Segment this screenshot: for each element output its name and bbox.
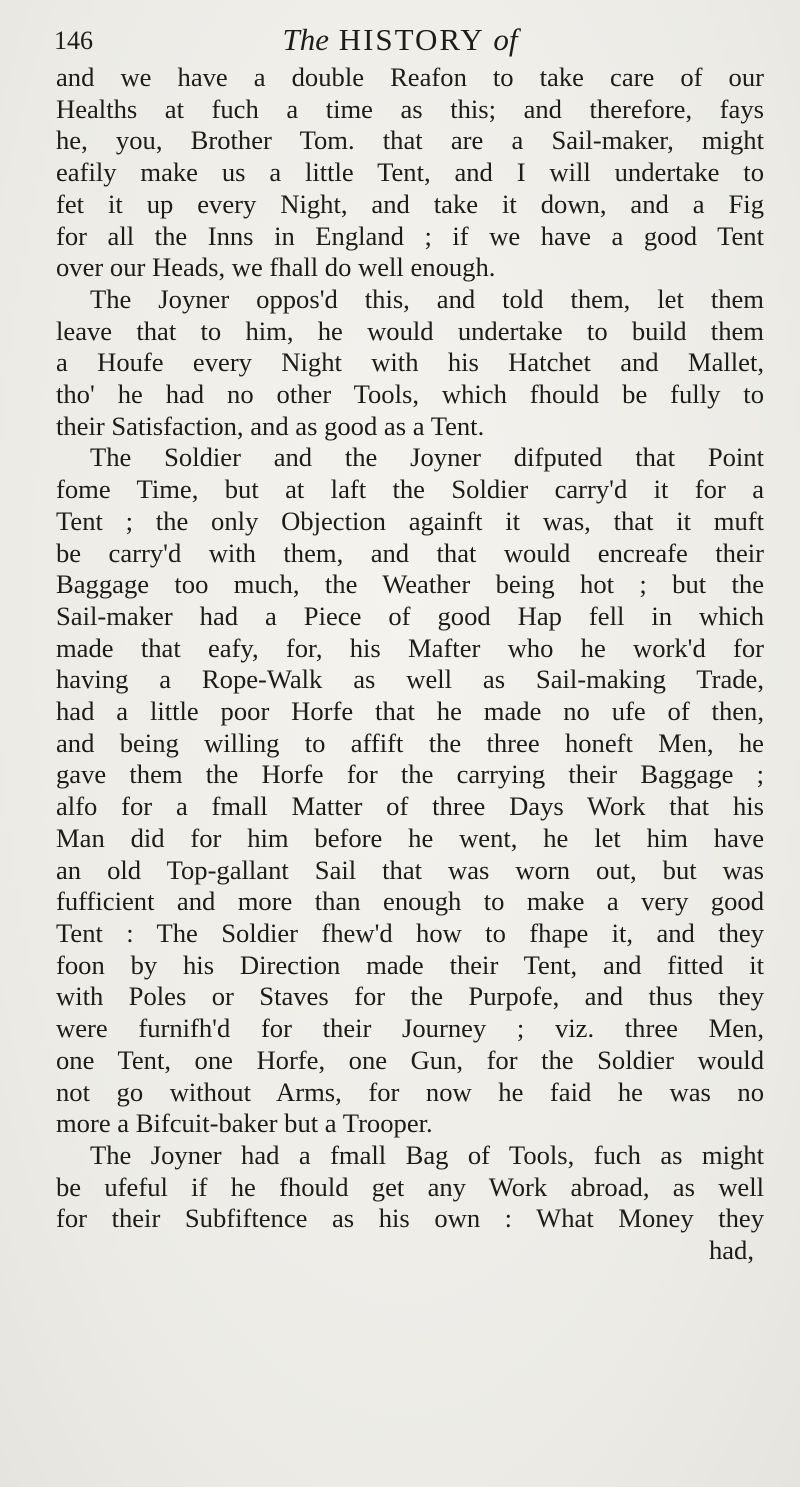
text-line: tho' he had no other Tools, which fhould be fully to	[56, 379, 764, 410]
text-line: an old Top-gallant Sail that was worn out, but was	[56, 854, 764, 885]
text-line: fome Time, but at laft the Soldier carry'd it for a	[56, 474, 764, 505]
catchword: had,	[708, 1235, 754, 1266]
text-line: Baggage too much, the Weather being hot ; but the	[56, 569, 764, 600]
text-line: The Joyner oppos'd this, and told them, let them	[90, 283, 764, 314]
running-head	[0, 22, 800, 58]
text-line: fufficient and more than enough to make a very good	[56, 886, 764, 917]
text-line: fet it up every Night, and take it down, and a Fig	[56, 188, 764, 219]
text-line: Sail-maker had a Piece of good Hap fell in which	[56, 600, 764, 631]
text-line: be carry'd with them, and that would encreafe their	[56, 537, 764, 568]
text-line: with Poles or Staves for the Purpofe, and thus they	[56, 981, 764, 1012]
running-head-history: HISTORY	[338, 22, 484, 57]
text-line: for all the Inns in England ; if we have a good Tent	[56, 220, 764, 251]
text-line: and we have a double Reafon to take care of our	[56, 62, 764, 92]
body-text	[56, 62, 764, 1267]
running-head-of: of	[493, 22, 518, 57]
page-header	[0, 18, 800, 68]
text-line: over our Heads, we fhall do well enough.	[56, 252, 496, 283]
text-line: had a little poor Horfe that he made no ufe of then,	[56, 696, 764, 727]
text-line: be ufeful if he fhould get any Work abroad, as well	[56, 1171, 764, 1202]
text-line: leave that to him, he would undertake to build them	[56, 315, 764, 346]
text-line: not go without Arms, for now he faid he was no	[56, 1076, 764, 1107]
text-line: alfo for a fmall Matter of three Days Work that his	[56, 791, 764, 822]
text-line: Healths at fuch a time as this; and therefore, fays	[56, 93, 764, 124]
text-line: made that eafy, for, his Mafter who he work'd for	[56, 632, 764, 663]
text-line: were furnifh'd for their Journey ; viz. three Men,	[56, 1013, 764, 1044]
text-line: and being willing to affift the three honeft Men, he	[56, 727, 764, 758]
text-line: eafily make us a little Tent, and I will undertake to	[56, 157, 764, 188]
text-line: The Joyner had a fmall Bag of Tools, fuch as might	[90, 1139, 764, 1170]
text-line: having a Rope-Walk as well as Sail-making Trade,	[56, 664, 764, 695]
text-line: Tent : The Soldier fhew'd how to fhape it, and they	[56, 917, 764, 948]
text-line: Man did for him before he went, he let him have	[56, 822, 764, 853]
running-head-the: The	[282, 22, 329, 57]
text-line: their Satisfaction, and as good as a Tent.	[56, 410, 485, 441]
text-line: a Houfe every Night with his Hatchet and Mallet,	[56, 347, 764, 378]
text-line: The Soldier and the Joyner difputed that Point	[90, 442, 764, 473]
text-line: more a Bifcuit-baker but a Trooper.	[56, 1108, 433, 1139]
text-line: for their Subfiftence as his own : What Money they	[56, 1203, 764, 1234]
page-number: 146	[54, 26, 93, 55]
text-line: foon by his Direction made their Tent, and fitted it	[56, 949, 764, 980]
text-line: gave them the Horfe for the carrying their Baggage ;	[56, 759, 764, 790]
text-line: he, you, Brother Tom. that are a Sail-maker, might	[56, 125, 764, 156]
text-line: Tent ; the only Objection againft it was, that it muft	[56, 505, 764, 536]
text-line: one Tent, one Horfe, one Gun, for the Soldier would	[56, 1044, 764, 1075]
